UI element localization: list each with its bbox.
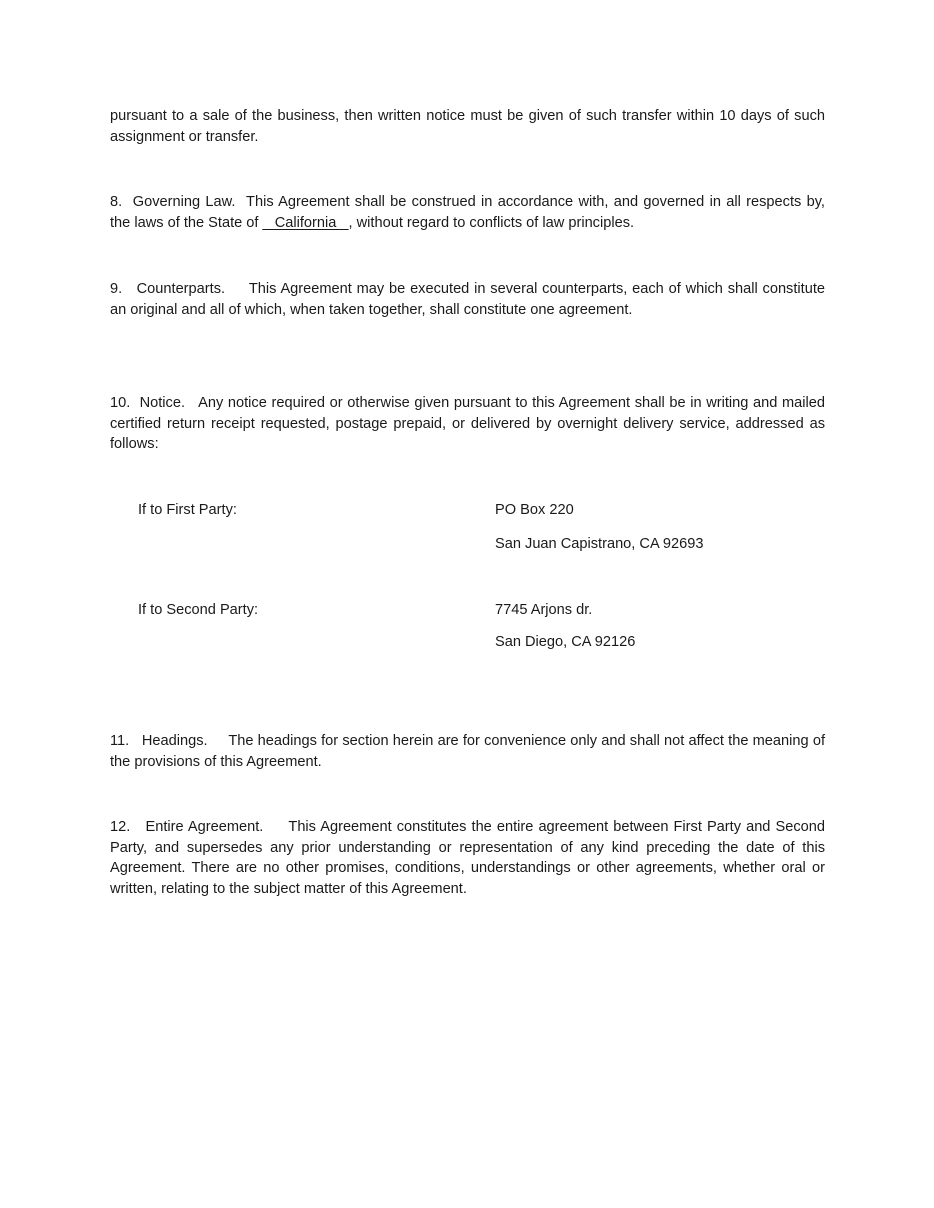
section-11-text: The headings for section herein are for convenience only and shall not affect the meaning of the provisions of this Agreement. [110,733,825,770]
section-11-number: 11. [110,733,130,749]
section-10-paragraph [110,393,825,455]
section-9-number: 9. [110,281,123,297]
section-12-number: 12. [110,819,131,835]
section-11-heading: Headings. [141,733,208,749]
continuation-paragraph [110,106,825,147]
section-8-number: 8. [110,194,123,210]
section-8-heading: Governing Law. [132,194,236,210]
section-8-state-value: _ California _ [262,214,349,231]
section-9-text: This Agreement may be executed in several counterparts, each of which shall constitute an original and all of which, when taken together, shall constitute one agreement. [110,281,825,318]
section-8-paragraph [110,192,825,233]
section-9-paragraph [110,279,825,320]
section-11-paragraph [110,731,825,772]
second-party-address-line-2: San Diego, CA 92126 [495,634,636,650]
first-party-label: If to First Party: [138,502,237,518]
section-12-paragraph [110,817,825,899]
section-12-heading: Entire Agreement. [145,819,264,835]
section-10-heading: Notice. [139,395,185,411]
section-10-number: 10. [110,395,131,411]
first-party-address-line-2: San Juan Capistrano, CA 92693 [495,536,704,552]
section-12-text: This Agreement constitutes the entire agreement between First Party and Second Party, and supersedes any prior understanding or representation of any kind preceding the date of this Agreement. There are no other promises, conditions, understandings or other agreements, whether oral or written, relating to the subject matter of this Agreement. [110,819,825,897]
section-8-text-after: , without regard to conflicts of law principles. [348,214,635,231]
second-party-address-line-1: 7745 Arjons dr. [495,602,593,618]
continuation-text: pursuant to a sale of the business, then written notice must be given of such transfer within 10 days of such assignment or transfer. [110,108,825,145]
section-10-text: Any notice required or otherwise given pursuant to this Agreement shall be in writing and mailed certified return receipt requested, postage prepaid, or delivered by overnight delivery service, addressed as follows: [110,395,825,453]
section-9-heading: Counterparts. [136,281,226,297]
second-party-label: If to Second Party: [138,602,259,618]
first-party-address-line-1: PO Box 220 [495,502,574,518]
section-8-text-before: This Agreement shall be construed in accordance with, and governed in all respects by, the laws of the State of [110,194,825,231]
